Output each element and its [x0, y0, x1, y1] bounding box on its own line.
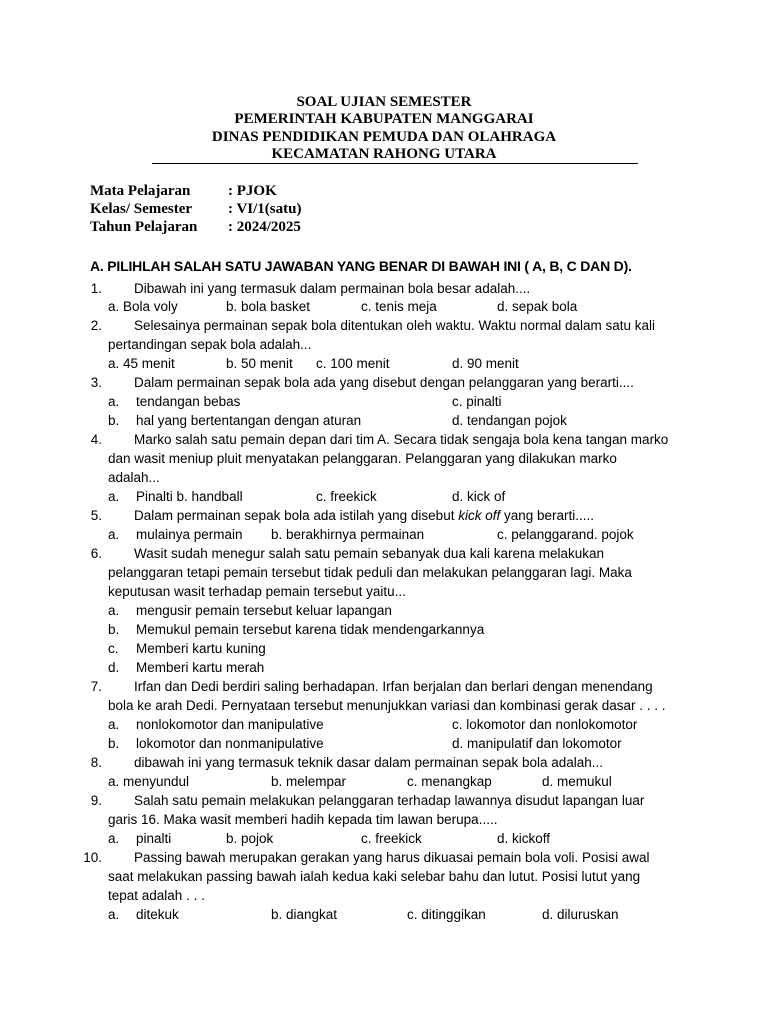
question-term: kick off	[458, 508, 501, 523]
option-a-letter: a.	[108, 527, 120, 542]
year-label: Tahun Pelajaran	[90, 219, 198, 235]
option-d: Memberi kartu merah	[136, 660, 265, 675]
question-number: 7.	[90, 679, 102, 694]
question-text: Dalam permainan sepak bola ada yang disebut dengan pelanggaran yang berarti....	[134, 375, 634, 390]
question-number: 2.	[90, 318, 102, 333]
option-a: tendangan bebas	[136, 394, 241, 409]
question-number: 4.	[90, 432, 102, 447]
option-b-letter: b.	[108, 413, 120, 428]
option-c: c. freekick	[361, 831, 422, 846]
option-a: nonlokomotor dan manipulative	[136, 717, 324, 732]
option-b: b. bola basket	[226, 299, 311, 314]
class-label: Kelas/ Semester	[90, 201, 193, 217]
question-text: adalah...	[108, 470, 160, 485]
option-a: a. Bola voly	[108, 299, 178, 314]
question-number: 6.	[90, 546, 102, 561]
question-text: Dalam permainan sepak bola ada istilah yang disebut kick off yang berarti.....	[134, 508, 595, 523]
option-b: b. melempar	[271, 774, 347, 789]
question-text: dan wasit meniup pluit menyatakan pelanggaran. Pelanggaran yang dilakukan marko	[108, 451, 617, 466]
option-d: d. kick of	[452, 489, 506, 504]
option-a-letter: a.	[108, 717, 120, 732]
option-d: d. memukul	[542, 774, 612, 789]
option-a: mulainya permain	[136, 527, 243, 542]
subject-value: : PJOK	[228, 183, 277, 199]
option-b: b. berakhirnya permainan	[271, 527, 425, 542]
option-d: d. sepak bola	[497, 299, 578, 314]
question-text: keputusan wasit terhadap pemain tersebut yaitu...	[108, 584, 406, 599]
header-district: KECAMATAN RAHONG UTARA	[271, 146, 497, 162]
option-b: b. pojok	[226, 831, 274, 846]
option-b-letter: b.	[108, 736, 120, 751]
question-text: Salah satu pemain melakukan pelanggaran terhadap lawannya disudut lapangan luar	[134, 793, 645, 808]
option-c: c. menangkap	[407, 774, 492, 789]
option-a: pinalti	[136, 831, 172, 846]
question-text: pelanggaran tetapi pemain tersebut tidak peduli dan melakukan pelanggaran lagi. Maka	[108, 565, 632, 580]
year-value: : 2024/2025	[228, 219, 301, 235]
question-text: Wasit sudah menegur salah satu pemain sebanyak dua kali karena melakukan	[134, 546, 605, 561]
option-c: c. 100 menit	[316, 356, 390, 371]
option-d: d. tendangan pojok	[452, 413, 567, 428]
option-a-letter: a.	[108, 831, 120, 846]
option-a-letter: a.	[108, 489, 120, 504]
option-a-letter: a.	[108, 394, 120, 409]
option-c: Memberi kartu kuning	[136, 641, 266, 656]
question-number: 1.	[90, 281, 102, 296]
option-c: c. pinalti	[452, 394, 502, 409]
question-text: dibawah ini yang termasuk teknik dasar dalam permainan sepak bola adalah...	[134, 755, 604, 770]
option-a-letter: a.	[108, 603, 120, 618]
question-number: 10.	[83, 850, 102, 865]
class-value: : VI/1(satu)	[228, 201, 302, 217]
header-department: DINAS PENDIDIKAN PEMUDA DAN OLAHRAGA	[211, 129, 557, 145]
option-c: c. freekick	[316, 489, 377, 504]
option-d: d. 90 menit	[452, 356, 519, 371]
option-c: c. tenis meja	[361, 299, 437, 314]
option-a: mengusir pemain tersebut keluar lapangan	[136, 603, 392, 618]
option-a: ditekuk	[136, 907, 179, 922]
question-text: saat melakukan passing bawah ialah kedua kaki selebar bahu dan lutut. Posisi lutut yang	[108, 869, 641, 884]
option-c: c. ditinggikan	[407, 907, 486, 922]
section-a-instruction: A. PILIHLAH SALAH SATU JAWABAN YANG BENAR DI BAWAH INI ( A, B, C DAN D).	[90, 258, 632, 274]
header-title: SOAL UJIAN SEMESTER	[296, 94, 472, 110]
header-divider	[152, 163, 638, 164]
question-number: 5.	[90, 508, 102, 523]
question-text: bola ke arah Dedi. Pernyataan tersebut menunjukkan variasi dan kombinasi gerak dasar . . . .	[108, 698, 666, 713]
question-text: Selesainya permainan sepak bola ditentukan oleh waktu. Waktu normal dalam satu kali	[134, 318, 656, 333]
option-b-letter: b.	[108, 622, 120, 637]
option-b: Memukul pemain tersebut karena tidak mendengarkannya	[136, 622, 485, 637]
option-b: hal yang bertentangan dengan aturan	[136, 413, 362, 428]
question-number: 8.	[90, 755, 102, 770]
option-c-d: c. pelanggarand. pojok	[497, 527, 634, 542]
option-c-letter: c.	[108, 641, 119, 656]
option-a: Pinalti b. handball	[136, 489, 243, 504]
question-text: pertandingan sepak bola adalah...	[108, 337, 312, 352]
option-a: a. 45 menit	[108, 356, 175, 371]
question-text: Irfan dan Dedi berdiri saling berhadapan. Irfan berjalan dan berlari dengan menendang	[134, 679, 653, 694]
option-a-letter: a.	[108, 907, 120, 922]
option-b: lokomotor dan nonmanipulative	[136, 736, 324, 751]
option-b: b. 50 menit	[226, 356, 293, 371]
question-text: Marko salah satu pemain depan dari tim A. Secara tidak sengaja bola kena tangan marko	[134, 432, 669, 447]
option-d: d. manipulatif dan lokomotor	[452, 736, 622, 751]
option-c: c. lokomotor dan nonlokomotor	[452, 717, 638, 732]
question-text: Passing bawah merupakan gerakan yang harus dikuasai pemain bola voli. Posisi awal	[134, 850, 650, 865]
option-d-letter: d.	[108, 660, 120, 675]
subject-label: Mata Pelajaran	[90, 183, 191, 199]
question-number: 3.	[90, 375, 102, 390]
question-text: Dibawah ini yang termasuk dalam permainan bola besar adalah....	[134, 281, 531, 296]
question-text: garis 16. Maka wasit memberi hadih kepada tim lawan berupa.....	[108, 812, 498, 827]
question-text: tepat adalah . . .	[108, 888, 205, 903]
option-d: d. diluruskan	[542, 907, 619, 922]
header-government: PEMERINTAH KABUPATEN MANGGARAI	[234, 111, 534, 127]
option-d: d. kickoff	[497, 831, 551, 846]
option-a: a. menyundul	[108, 774, 190, 789]
question-number: 9.	[90, 793, 102, 808]
option-b: b. diangkat	[271, 907, 338, 922]
